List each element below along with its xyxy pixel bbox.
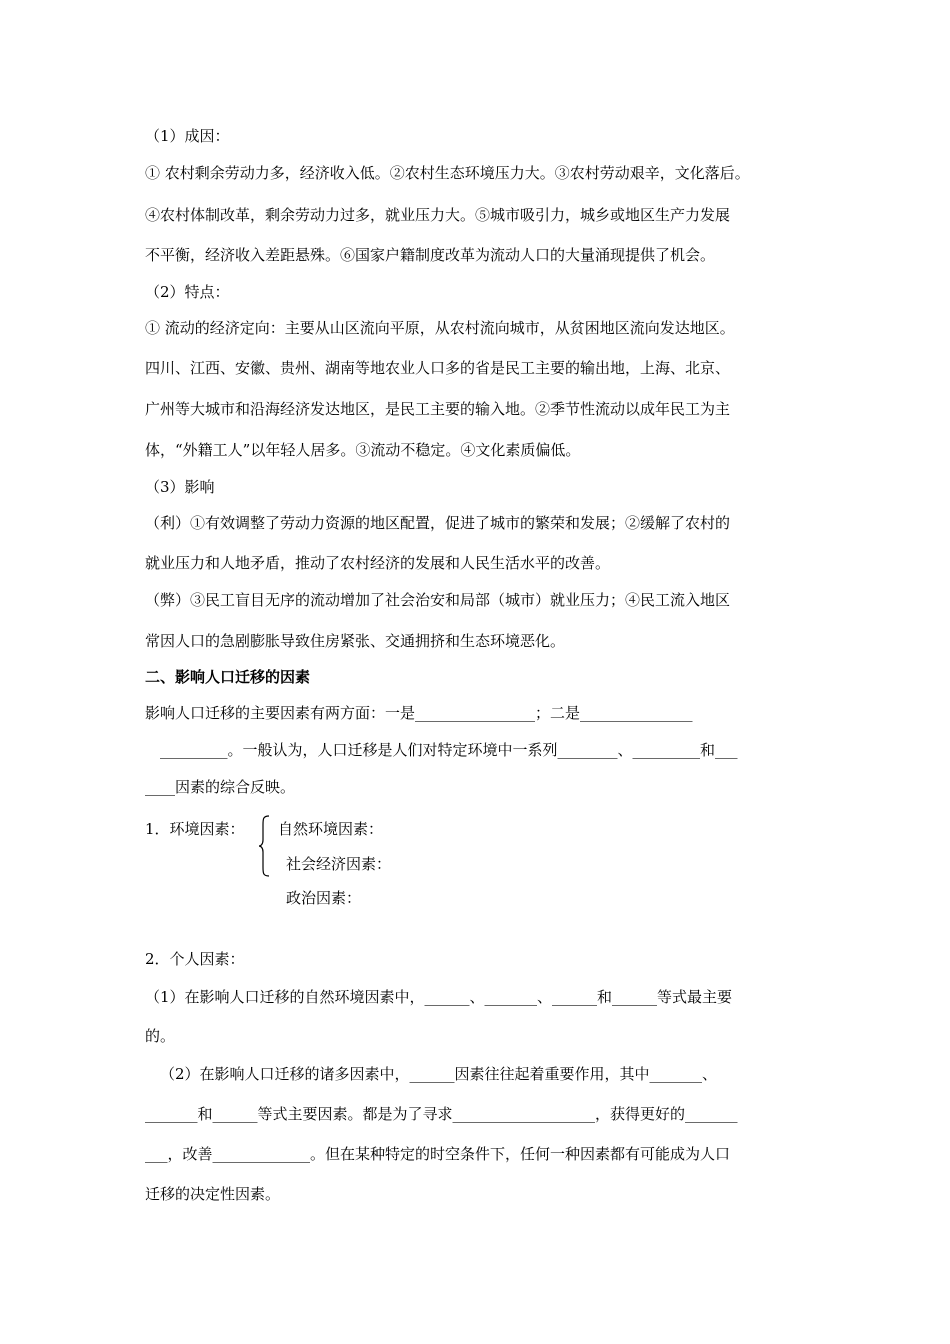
paragraph-line: ① 农村剩余劳动力多，经济收入低。②农村生态环境压力大。③农村劳动艰辛，文化落后。	[145, 164, 750, 182]
paragraph-line: （弊）③民工盲目无序的流动增加了社会治安和局部（城市）就业压力；④民工流入地区	[145, 591, 731, 609]
fill-in-line: ____因素的综合反映。	[145, 778, 296, 796]
personal-factors-label: 2．个人因素：	[145, 950, 245, 968]
section-1-title: （1）成因：	[145, 127, 230, 145]
question-line: 迁移的决定性因素。	[145, 1185, 281, 1203]
social-factors-label: 社会经济因素：	[286, 855, 392, 873]
env-factors-label: 1．环境因素：	[145, 820, 245, 838]
question-line: 的。	[145, 1027, 176, 1045]
paragraph-line: （利）①有效调整了劳动力资源的地区配置，促进了城市的繁荣和发展；②缓解了农村的	[145, 514, 731, 532]
paragraph-line: ① 流动的经济定向：主要从山区流向平原，从农村流向城市，从贫困地区流向发达地区。	[145, 319, 735, 337]
fill-in-line: _________。一般认为，人口迁移是人们对特定环境中一系列________、_________和___	[160, 741, 738, 759]
paragraph-line: 就业压力和人地矛盾，推动了农村经济的发展和人民生活水平的改善。	[145, 554, 611, 572]
question-line: _______和______等式主要因素。都是为了寻求___________________，获得更好的_______	[145, 1105, 738, 1123]
paragraph-line: 不平衡，经济收入差距悬殊。⑥国家户籍制度改革为流动人口的大量涌现提供了机会。	[145, 246, 716, 264]
question-line: ___，改善_____________。但在某种特定的时空条件下，任何一种因素都有可能成为人口	[145, 1145, 731, 1163]
paragraph-line: 常因人口的急剧膨胀导致住房紧张、交通拥挤和生态环境恶化。	[145, 632, 566, 650]
political-factors-label: 政治因素：	[286, 889, 362, 907]
section-2-title: （2）特点：	[145, 283, 230, 301]
section-3-title: （3）影响	[145, 478, 215, 496]
section-heading: 二、影响人口迁移的因素	[145, 668, 311, 686]
fill-in-line: 影响人口迁移的主要因素有两方面：一是________________；二是_______________	[145, 704, 693, 722]
paragraph-line: 广州等大城市和沿海经济发达地区，是民工主要的输入地。②季节性流动以成年民工为主	[145, 400, 731, 418]
curly-brace-icon	[258, 815, 270, 877]
natural-factors-label: 自然环境因素：	[278, 820, 384, 838]
paragraph-line: 四川、江西、安徽、贵州、湖南等地农业人口多的省是民工主要的输出地，上海、北京、	[145, 359, 731, 377]
paragraph-line: ④农村体制改革，剩余劳动力过多，就业压力大。⑤城市吸引力，城乡或地区生产力发展	[145, 206, 731, 224]
question-line: （2）在影响人口迁移的诸多因素中，______因素往往起着重要作用，其中_______、	[160, 1065, 718, 1083]
paragraph-line: 体，“外籍工人”以年轻人居多。③流动不稳定。④文化素质偏低。	[145, 441, 581, 459]
question-line: （1）在影响人口迁移的自然环境因素中，______、_______、______和______等式最主要	[145, 988, 733, 1006]
